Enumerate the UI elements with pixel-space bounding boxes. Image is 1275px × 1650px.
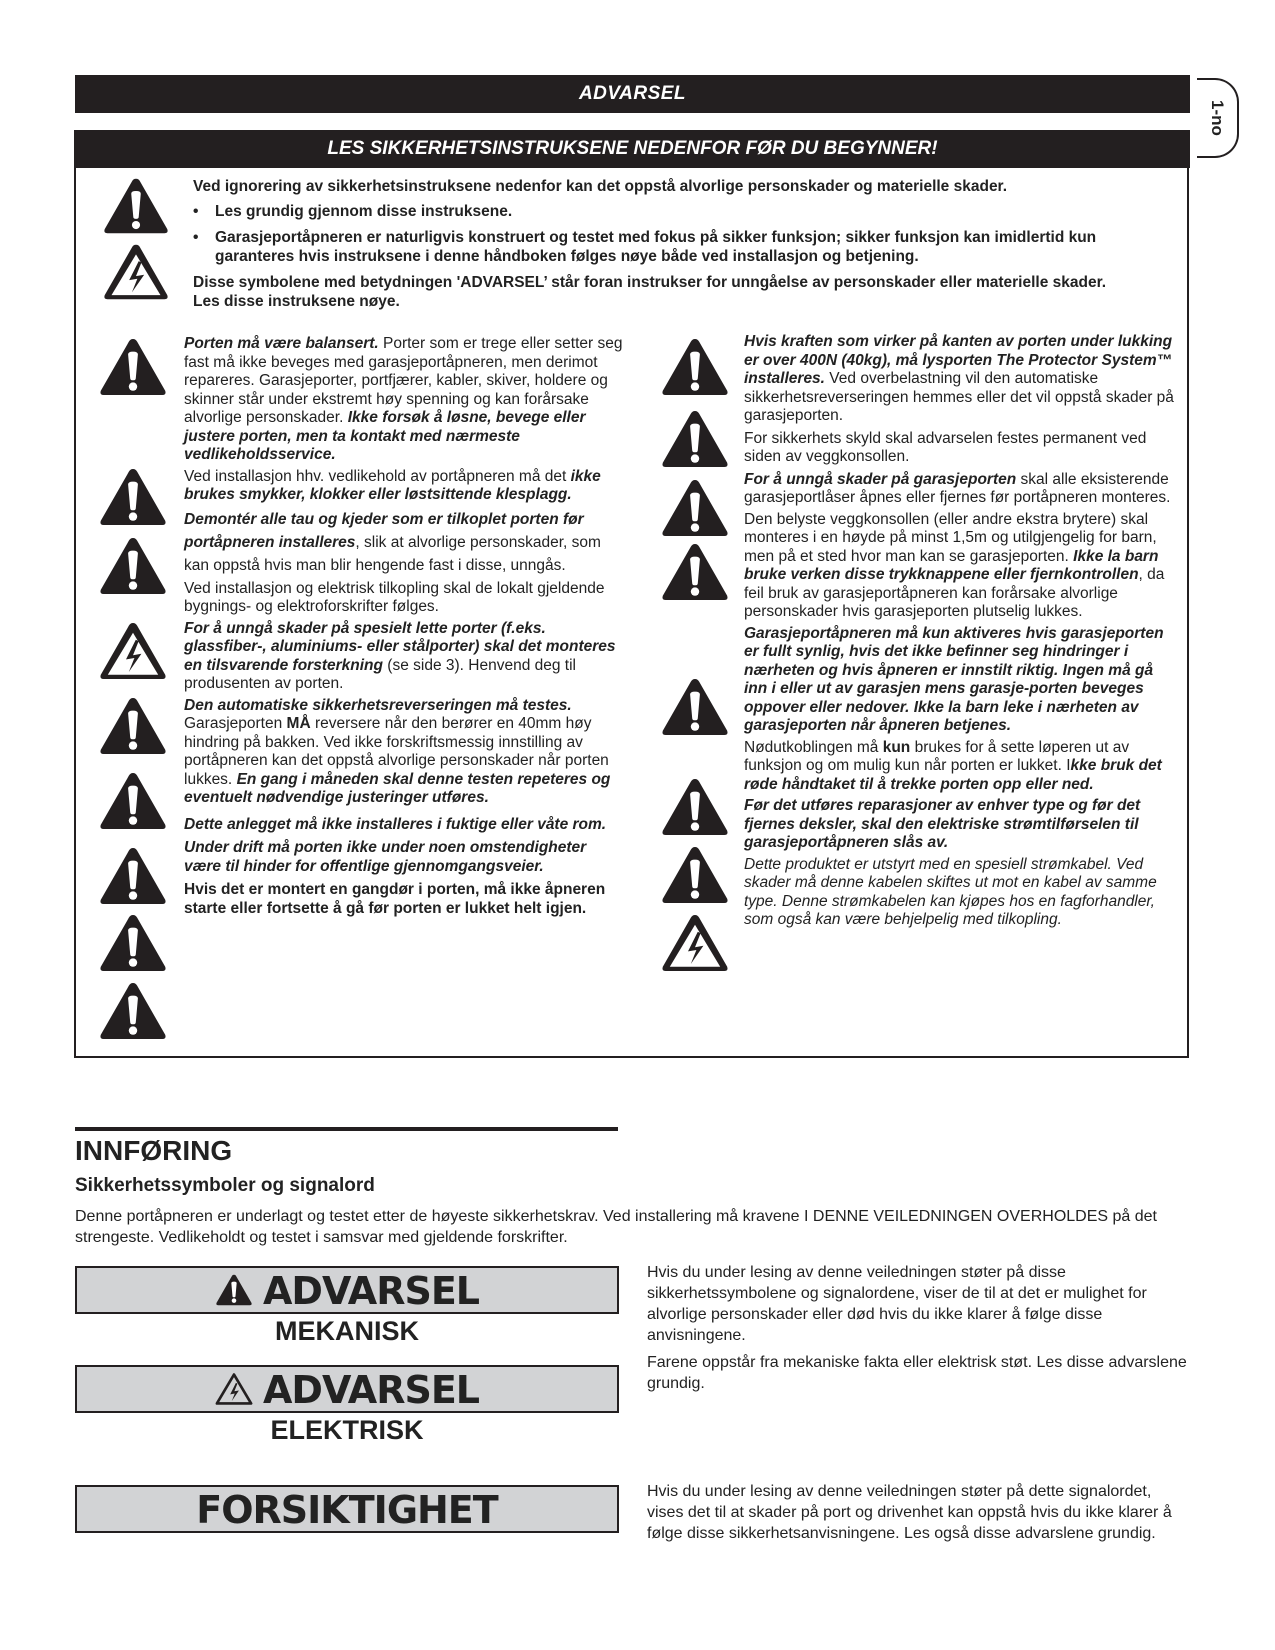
- warning-icon: [98, 845, 168, 907]
- signal-label: ADVARSEL: [263, 1368, 479, 1412]
- left-para-5: For å unngå skader på spesielt lette porter (f.eks. glassfiber-, aluminiums- eller stålporter) skal det monteres en tilsvarende forsterkning (se side 3). Henvend deg til produsenten av porten.: [184, 619, 616, 692]
- warning-icon: [660, 541, 730, 603]
- warning-icon: [98, 912, 168, 974]
- warning-icon: [98, 336, 168, 398]
- left-para-3: Demontér alle tau og kjeder som er tilkoplet porten før portåpneren installeres, slik at alvorlige personskader, som kan oppstå hvis man blir hengende fast i disse, unngås.: [184, 510, 601, 574]
- warning-header-bar: ADVARSEL: [75, 75, 1190, 113]
- intro-bullet-2: [193, 228, 1153, 268]
- left-para-8: Under drift må porten ikke under noen omstendigheter være til hinder for offentlige gjennomgangsveier.: [184, 839, 587, 875]
- mechanical-label: MEKANISK: [274, 1316, 419, 1346]
- instruction-header-bar: LES SIKKERHETSINSTRUKSENE NEDENFOR FØR DU BEGYNNER!: [75, 130, 1190, 168]
- bullet-text: Les grundig gjennom disse instruksene.: [215, 203, 513, 220]
- warning-icon: [98, 770, 168, 832]
- warning-icon: [102, 176, 170, 236]
- right-para-7: Før det utføres reparasjoner av enhver type og før det fjernes deksler, skal den elektriske strømtilførselen til garasjeportåpneren slås av.: [744, 797, 1141, 851]
- caution-signal: [75, 1485, 619, 1533]
- bullet-dot: •: [193, 229, 199, 246]
- warning-icon: [660, 844, 730, 906]
- left-para-9: Hvis det er montert en gangdør i porten, må ikke åpneren starte eller fortsette å gå før porten er lukket helt igjen.: [184, 881, 606, 917]
- symbols-note: Disse symbolene med betydningen 'ADVARSEL’ står foran instrukser for unngåelse av personskader eller materielle skader. Les disse instruksene nøye.: [193, 274, 1107, 310]
- warning-icon: [98, 695, 168, 757]
- signal-label: FORSIKTIGHET: [196, 1488, 498, 1532]
- warning-electric-signal: [75, 1365, 619, 1413]
- warning-mechanical-signal: [75, 1266, 619, 1314]
- right-column: [744, 333, 1174, 933]
- left-para-4: Ved installasjon og elektrisk tilkopling skal de lokalt gjeldende bygnings- og elektroforskrifter følges.: [184, 579, 605, 615]
- caution-explanation: [647, 1481, 1192, 1550]
- bullet-dot: •: [193, 203, 199, 220]
- page-tab-label: 1-no: [1208, 100, 1227, 136]
- right-para-6: Nødutkoblingen må kun brukes for å sette løperen ut av funksjon og om mulig kun når porten er lukket. Ikke bruk det røde håndtaket til å trekke porten opp eller ned.: [744, 738, 1162, 793]
- left-para-1: Porten må være balansert. Porter som er trege eller setter seg fast må ikke beveges med garasjeportåpneren, men derimot repareres. Garasjeporter, portfjærer, kabler, skiver, holdere og skinner står under ekstremt høy spenning og kan forårsake alvorlige personskader. Ikke forsøk å løsne, bevege eller justere porten, men ta kontakt med nærmeste vedlikeholdsservice.: [184, 335, 623, 463]
- right-para-4: Den belyste veggkonsollen (eller andre ekstra brytere) skal monteres i en høyde på minst 1,5m og utilgjengelig for barn, men på et sted hvor man kan se garasjeporten. Ikke la barn bruke verken disse trykknappene eller fjernkontrollen, da feil bruk av garasjeportåpneren kan forårsake alvorlige personskader hvis garasjeporten plutselig lukkes.: [744, 510, 1165, 620]
- left-column: [184, 335, 624, 921]
- signal-label: ADVARSEL: [263, 1269, 479, 1313]
- warning-icon: [98, 980, 168, 1042]
- right-para-5: Garasjeportåpneren må kun aktiveres hvis garasjeporten er fullt synlig, hvis det ikke befinner seg hindringer i nærheten og hvis åpneren er innstilt riktig. Ingen må gå inn i eller ut av garasjen mens garasje-porten beveges oppover eller nedover. Ikke la barn leke i nærheten av garasjeporten når åpneren betjenes.: [744, 624, 1164, 734]
- warning-explanation: [647, 1262, 1192, 1400]
- electric-warning-icon: [215, 1372, 253, 1406]
- intro-bullet-1: [193, 202, 1153, 222]
- warning-icon: [660, 408, 730, 470]
- electric-label: ELEKTRISK: [270, 1415, 424, 1445]
- electric-warning-icon: [98, 620, 168, 682]
- left-para-7: Dette anlegget må ikke installeres i fuktige eller våte rom.: [184, 815, 607, 833]
- warning-icon: [215, 1273, 253, 1307]
- caution-text: Hvis du under lesing av denne veiledningen støter på dette signalordet, vises det til at skader på port og drivenhet kan oppstå hvis du ikke klarer å følge disse sikkerhetsanvisningene. Les også disse advarslene grundig.: [647, 1483, 1172, 1542]
- left-para-6: Den automatiske sikkerhetsreverseringen må testes. Garasjeporten MÅ reversere når den berører en 40mm høy hindring på bakken. Ved ikke forskriftsmessig innstilling av portåpneren kan det oppstå alvorlige personskader når porten lukkes. En gang i måneden skal denne testen repeteres og eventuelt nødvendige justeringer utføres.: [184, 696, 611, 806]
- warning-icon: [660, 477, 730, 539]
- right-para-1: Hvis kraften som virker på kanten av porten under lukking er over 400N (40kg), må lysporten The Protector System™ installeres. Ved overbelastning vil den automatiske sikkerhetsreverseringen hemmes eller det vil oppstå skader på garasjeporten.: [744, 333, 1174, 424]
- section-subtitle: Sikkerhetssymboler og signalord: [75, 1175, 375, 1196]
- bullet-text: Garasjeportåpneren er naturligvis konstruert og testet med fokus på sikker funksjon; sikker funksjon kan imidlertid kun garanteres hvis instruksene i denne håndboken følges nøye både ved installasjon og betjening.: [215, 229, 1097, 265]
- warning-icon: [98, 466, 168, 528]
- page-tab: [1197, 78, 1239, 158]
- right-para-2: For sikkerhets skyld skal advarselen festes permanent ved siden av veggkonsollen.: [744, 429, 1147, 465]
- electric-warning-icon: [102, 242, 170, 302]
- warning-icon: [98, 535, 168, 597]
- section-text: Denne portåpneren er underlagt og testet etter de høyeste sikkerhetskrav. Ved installering må kravene I DENNE VEILEDNINGEN OVERHOLDES på det strengeste. Vedlikeholdt og testet i samsvar med gjeldende forskrifter.: [75, 1208, 1157, 1246]
- section-title: INNFØRING: [75, 1135, 233, 1166]
- warning-icon: [660, 676, 730, 738]
- right-para-8: Dette produktet er utstyrt med en spesiell strømkabel. Ved skader må denne kabelen skiftes ut mot en kabel av samme type. Denne strømkabelen kan kjøpes hos en fagforhandler, som også kan være behjelpelig med tilkopling.: [744, 855, 1157, 928]
- intro-lead: Ved ignorering av sikkerhetsinstruksene nedenfor kan det oppstå alvorlige personskader og materielle skader.: [193, 178, 1008, 195]
- warning-icon: [660, 336, 730, 398]
- electric-warning-icon: [660, 912, 730, 974]
- section-rule: [75, 1127, 618, 1131]
- warning-icon: [660, 776, 730, 838]
- warning-text-1: Hvis du under lesing av denne veiledningen støter på disse sikkerhetssymbolene og signalordene, viser de til at det er mulighet for alvorlige personskader eller død hvis du ikke klarer å følge disse anvisningene.: [647, 1264, 1147, 1344]
- warning-text-2: Farene oppstår fra mekaniske fakta eller elektrisk støt. Les disse advarslene grundig.: [647, 1354, 1187, 1392]
- left-para-2: Ved installasjon hhv. vedlikehold av portåpneren må det ikke brukes smykker, klokker eller løstsittende klesplagg.: [184, 467, 601, 503]
- right-para-3: For å unngå skader på garasjeporten skal alle eksisterende garasjeportlåser åpnes eller fjernes før portåpneren monteres.: [744, 470, 1171, 506]
